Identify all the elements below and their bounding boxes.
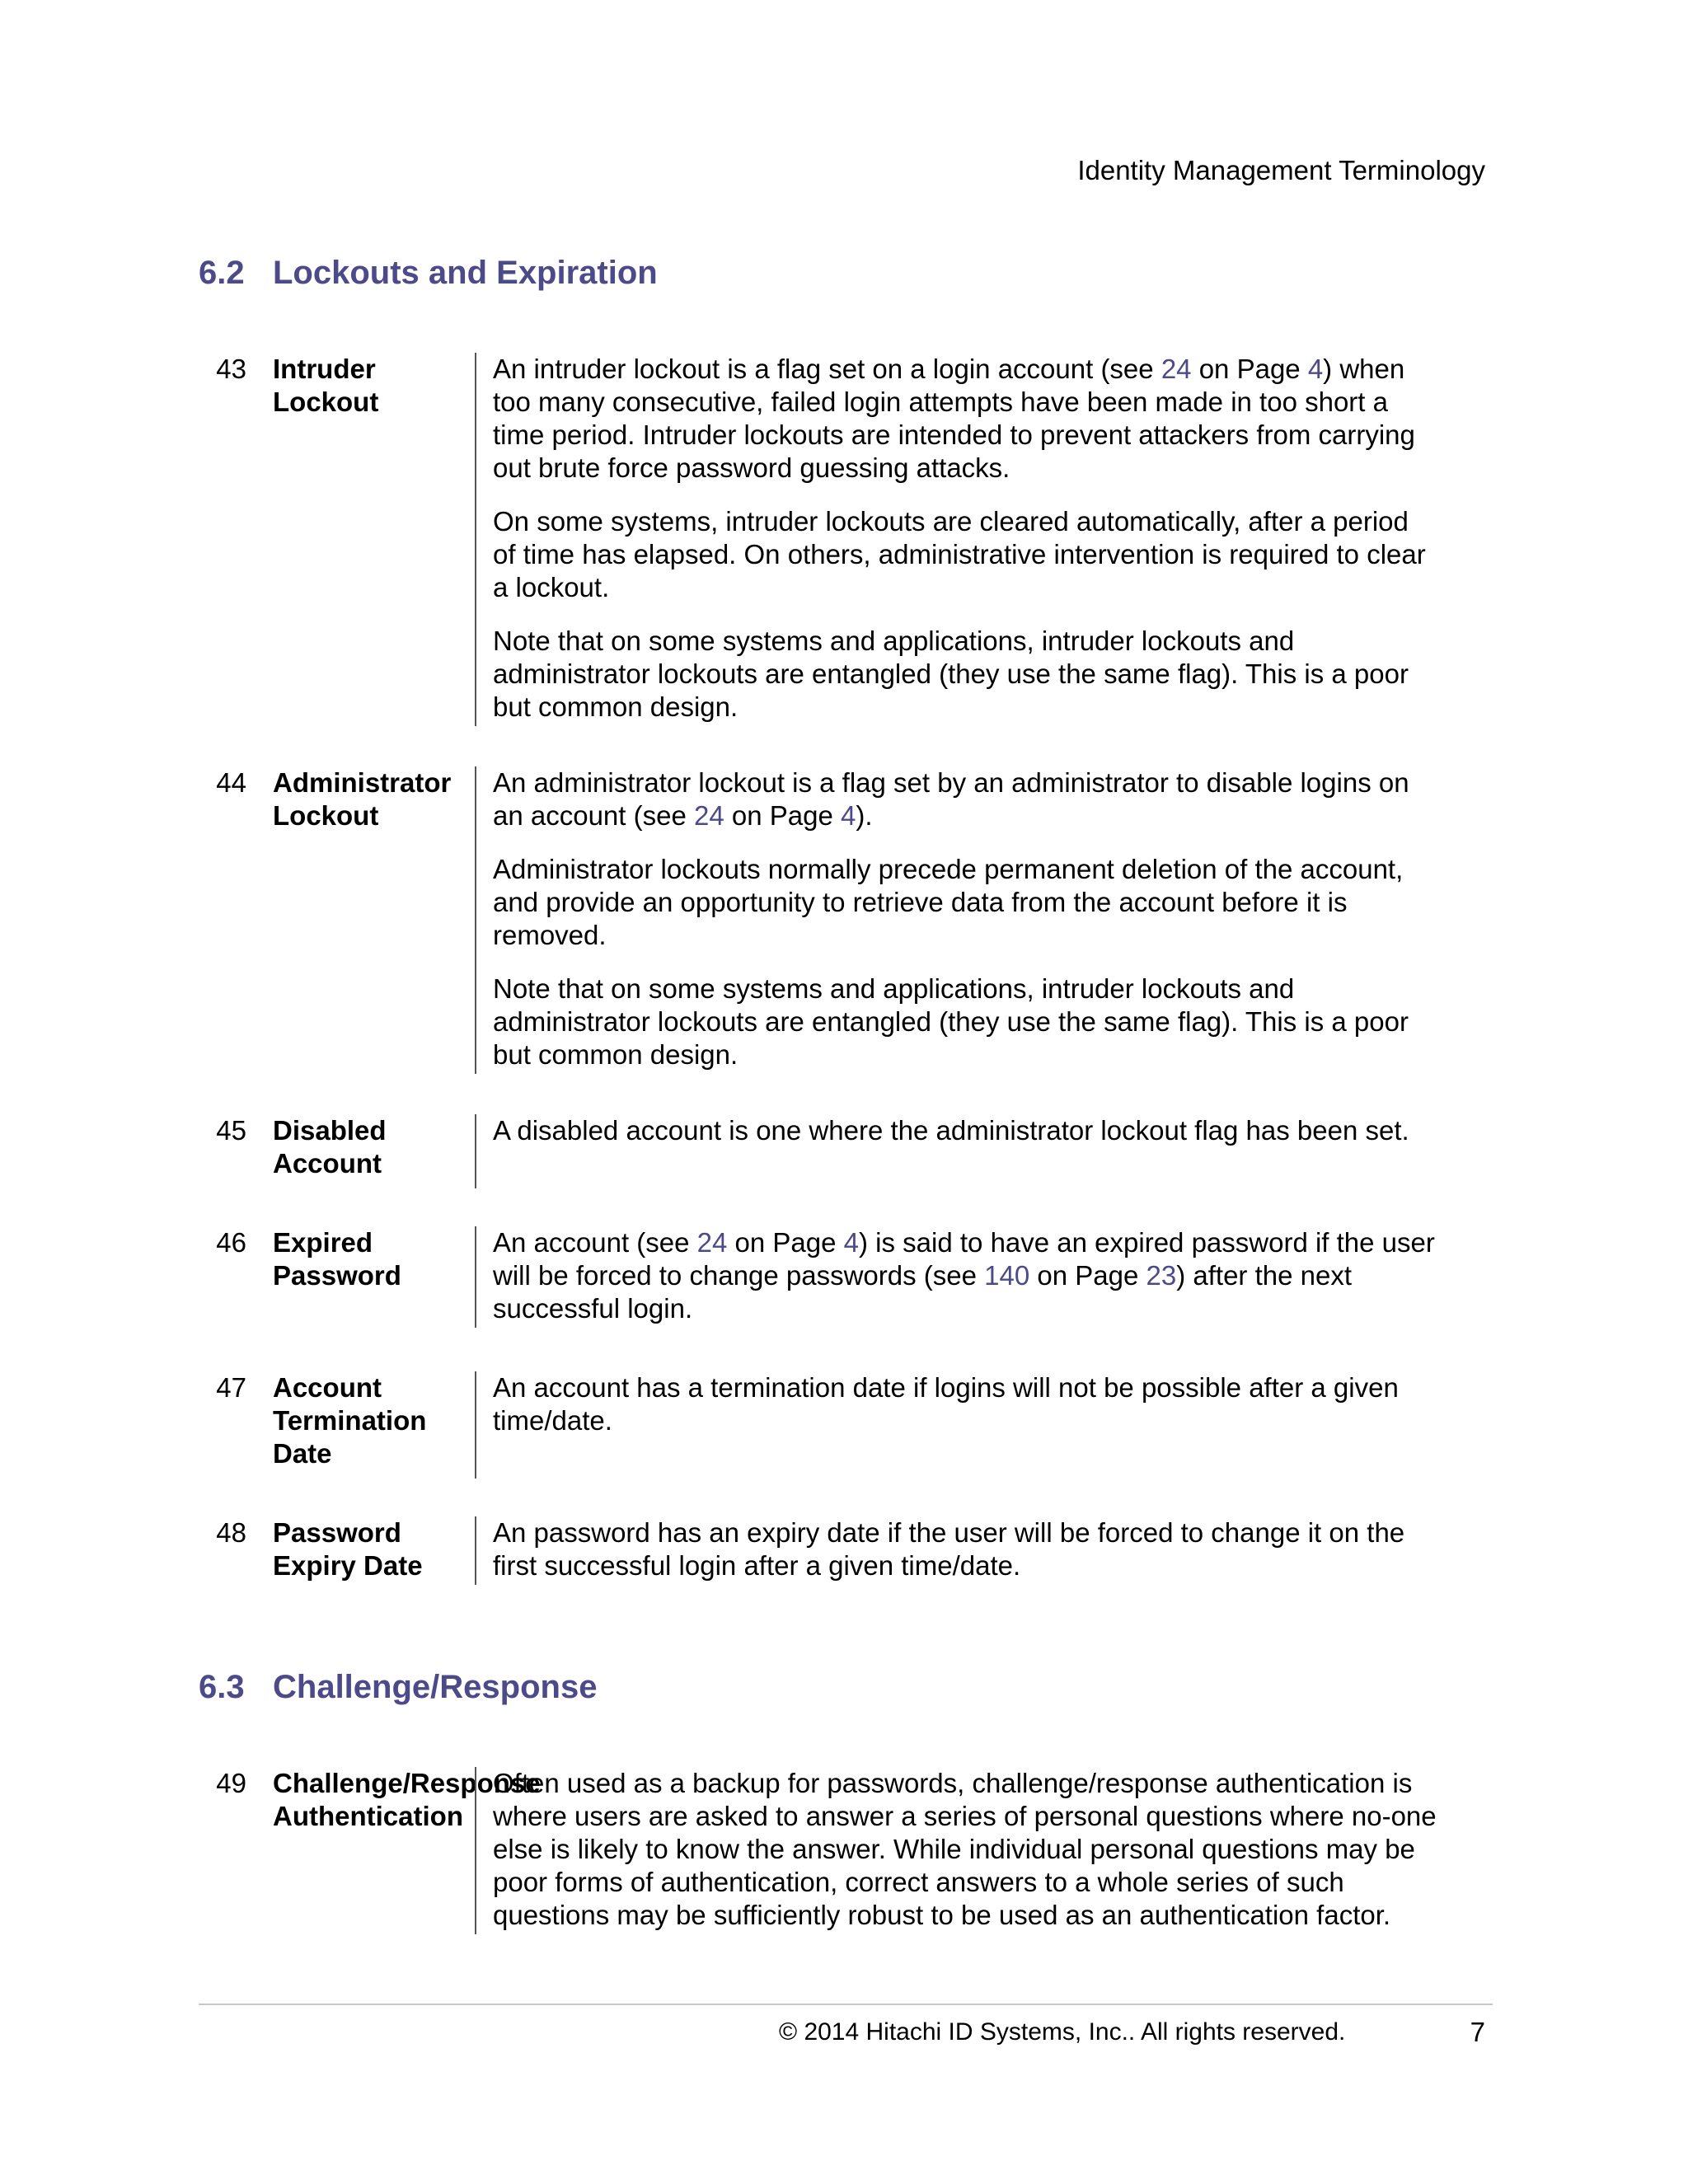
term-name: Password Expiry Date [273, 1517, 423, 1581]
term-number: 45 [216, 1115, 246, 1146]
term-definition: An account has a termination date if logins will not be possible after a given time/date. [475, 1371, 1437, 1479]
page-number: 7 [1470, 2017, 1485, 2047]
term-number: 49 [216, 1768, 246, 1798]
term-name: Intruder Lockout [273, 354, 379, 417]
term-definition: An account (see 24 on Page 4) is said to have an expired password if the user will be forced to change passwords (see 140 on Page 23) after the next successful login. [475, 1226, 1437, 1328]
term-number: 48 [216, 1517, 246, 1548]
section-title: Lockouts and Expiration [273, 255, 658, 291]
page-ref-link[interactable]: 4 [841, 800, 856, 831]
term-expired-password [199, 1226, 1493, 1328]
page-ref-link[interactable]: 4 [843, 1227, 860, 1258]
term-name: Expired Password [273, 1227, 401, 1291]
footer-rule [199, 2004, 1493, 2005]
section-number: 6.2 [199, 255, 245, 291]
term-definition: A disabled account is one where the administrator lockout flag has been set. [475, 1114, 1437, 1188]
term-name: Disabled Account [273, 1115, 387, 1179]
term-name: Administrator Lockout [273, 767, 452, 831]
cross-ref-link[interactable]: 24 [1160, 354, 1192, 384]
cross-ref-link[interactable]: 24 [696, 1227, 728, 1258]
page-ref-link[interactable]: 4 [1307, 354, 1324, 384]
term-password-expiry-date [199, 1516, 1493, 1585]
term-intruder-lockout [199, 353, 1493, 726]
section-title: Challenge/Response [273, 1669, 598, 1705]
term-definition: An administrator lockout is a flag set by an administrator to disable logins on an account (see 24 on Page 4). Administrator lockouts normally precede permanent deletion of the account, and provide an opportunity to retrieve data from the account before it is removed. Note that on some systems and applications, intruder lockouts and administrator lockouts are entangled (they use the same flag). This is a poor but common design. [475, 766, 1437, 1074]
term-disabled-account [199, 1114, 1493, 1188]
cross-ref-link[interactable]: 24 [694, 800, 724, 831]
term-number: 47 [216, 1372, 246, 1403]
footer-copyright: © 2014 Hitachi ID Systems, Inc.. All rights reserved. [779, 2018, 1346, 2046]
term-definition: An intruder lockout is a flag set on a login account (see 24 on Page 4) when too many consecutive, failed login attempts have been made in too short a time period. Intruder lockouts are intended to prevent attackers from carrying out brute force password guessing attacks. On some systems, intruder lockouts are cleared automatically, after a period of time has elapsed. On others, administrative intervention is required to clear a lockout. Note that on some systems and applications, intruder lockouts and administrator lockouts are entangled (they use the same flag). This is a poor but common design. [475, 353, 1437, 726]
term-challenge-response-authentication [199, 1767, 1493, 1934]
term-definition: Often used as a backup for passwords, challenge/response authentication is where users are asked to answer a series of personal questions where no-one else is likely to know the answer. While individual personal questions may be poor forms of authentication, correct answers to a whole series of such questions may be sufficiently robust to be used as an authentication factor. [475, 1767, 1437, 1934]
running-header: Identity Management Terminology [1077, 155, 1485, 185]
section-heading-6-2 [199, 253, 1493, 293]
term-name: Challenge/Response Authentication [273, 1768, 541, 1831]
term-administrator-lockout [199, 766, 1493, 1074]
section-heading-6-3 [199, 1667, 1493, 1707]
term-name: Account Termination Date [273, 1372, 427, 1469]
term-number: 43 [216, 354, 246, 384]
term-definition: An password has an expiry date if the user will be forced to change it on the first successful login after a given time/date. [475, 1516, 1437, 1585]
term-account-termination-date [199, 1371, 1493, 1479]
cross-ref-link[interactable]: 140 [984, 1260, 1030, 1291]
term-number: 44 [216, 767, 246, 798]
section-number: 6.3 [199, 1669, 245, 1705]
page-ref-link[interactable]: 23 [1146, 1260, 1177, 1291]
term-number: 46 [216, 1227, 246, 1258]
